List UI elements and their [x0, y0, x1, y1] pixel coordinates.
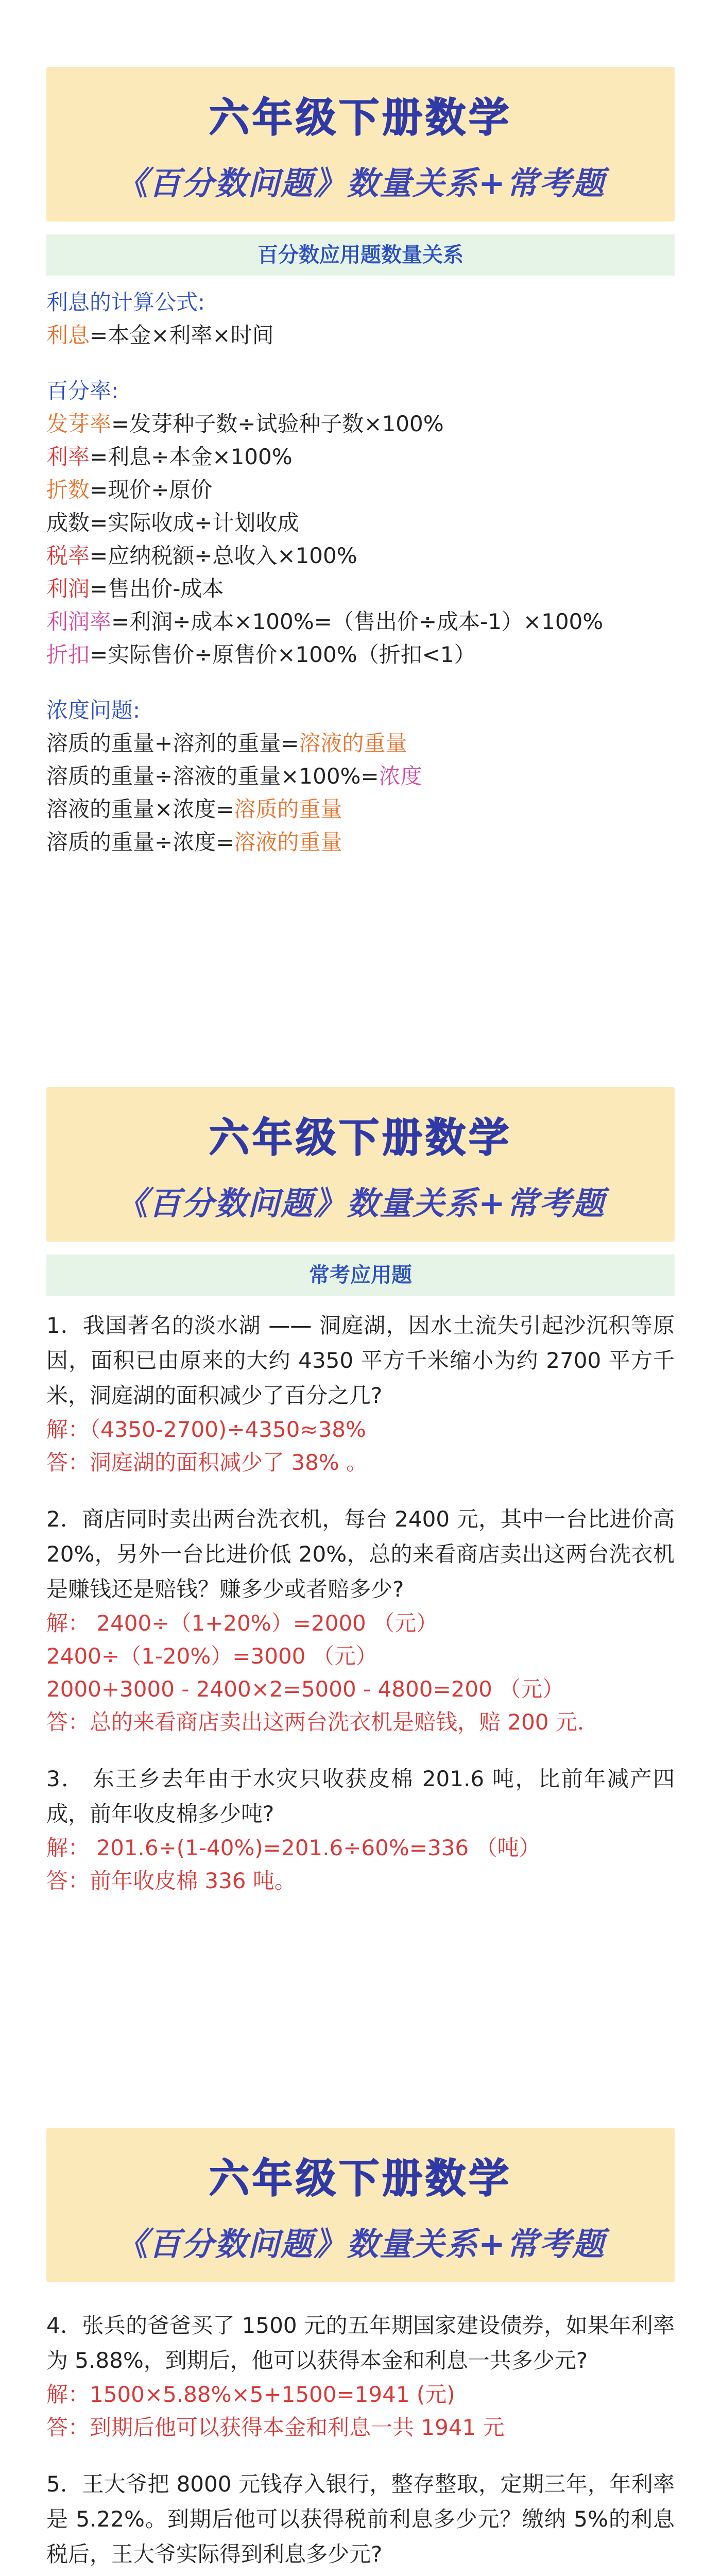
rate-line	[46, 638, 675, 671]
conc-line	[46, 793, 675, 826]
solution-line	[46, 2572, 675, 2576]
result-term: 溶液的重量	[299, 731, 407, 756]
title-banner	[46, 2128, 675, 2282]
solution-line: 解：1500×5.88%×5+1500=1941 (元)	[46, 2382, 455, 2407]
result-term: 溶液的重量	[234, 829, 342, 855]
answer-line: 答：到期后他可以获得本金和利息一共 1941 元	[46, 2415, 505, 2440]
formula: =利润÷成本×100%=（售出价÷成本-1）×100%	[111, 609, 604, 634]
banner-subtitle: 《百分数问题》数量关系+常考题	[116, 2225, 605, 2263]
banner-subtitle: 《百分数问题》数量关系+常考题	[116, 1184, 605, 1222]
concentration-heading: 浓度问题:	[46, 698, 141, 723]
conc-line	[46, 826, 675, 859]
rate-line	[46, 473, 675, 506]
problem-text: 5．王大爷把 8000 元钱存入银行，整存整取，定期三年，年利率是 5.22%。到期后他可以获得税前利息多少元？缴纳 5%的利息税后，王大爷实际得到利息多少元?	[46, 2471, 675, 2567]
result-term: 溶质的重量	[234, 796, 342, 822]
formula: =应纳税额÷总收入×100%	[90, 543, 357, 568]
formula: =本金×利率×时间	[90, 323, 274, 348]
interest-heading: 利息的计算公式:	[46, 290, 205, 315]
formula: =发芽种子数÷试验种子数×100%	[111, 411, 444, 436]
term: 成数	[46, 510, 90, 535]
term: 利润	[46, 576, 90, 601]
solution-line: 解： 201.6÷(1-40%)=201.6÷60%=336 （吨）	[46, 1835, 541, 1860]
solution-line: 解：（4350-2700)÷4350≈38%	[46, 1417, 366, 1442]
term: 折扣	[46, 642, 90, 667]
conc-line	[46, 727, 675, 760]
formula: 溶质的重量÷溶液的重量×100%=	[46, 764, 379, 789]
formula: 溶质的重量+溶剂的重量=	[46, 731, 299, 756]
answer-line: 答：洞庭湖的面积减少了 38% 。	[46, 1450, 368, 1475]
term: 利息	[46, 323, 90, 348]
result-term: 浓度	[379, 764, 422, 789]
term: 利率	[46, 444, 90, 469]
rate-line	[46, 605, 675, 638]
problem-text: 4．张兵的爸爸买了 1500 元的五年期国家建设债券，如果年利率为 5.88%，到期后，他可以获得本金和利息一共多少元?	[46, 2313, 675, 2373]
formula: 溶液的重量×浓度=	[46, 796, 234, 822]
banner-title: 六年级下册数学	[209, 1115, 512, 1161]
rate-line	[46, 440, 675, 473]
answer-line: 答：总的来看商店卖出这两台洗衣机是赔钱，赔 200 元．	[46, 1709, 599, 1735]
term: 折数	[46, 477, 90, 502]
title-banner	[46, 1087, 675, 1242]
rate-line	[46, 408, 675, 440]
banner-subtitle: 《百分数问题》数量关系+常考题	[116, 164, 605, 202]
solution-line: 2400÷（1-20%）=3000 （元）	[46, 1643, 377, 1669]
problem-text: 3． 东王乡去年由于水灾只收获皮棉 201.6 吨，比前年减产四成，前年收皮棉多少吨?	[46, 1766, 675, 1826]
section-header: 常考应用题	[46, 1255, 675, 1296]
section-header: 百分数应用题数量关系	[46, 234, 675, 276]
banner-title: 六年级下册数学	[209, 95, 512, 141]
answer-line: 答：前年收皮棉 336 吨。	[46, 1868, 296, 1893]
formula: =现价÷原价	[90, 477, 213, 502]
formula: =售出价-成本	[90, 576, 224, 601]
term: 税率	[46, 543, 90, 568]
formula: =实际收成÷计划收成	[90, 510, 299, 535]
term: 发芽率	[46, 411, 112, 436]
formula: 溶质的重量÷浓度=	[46, 829, 234, 855]
banner-title: 六年级下册数学	[209, 2156, 512, 2202]
problems-section	[46, 1255, 675, 1897]
solution-line: 2000+3000 - 2400×2=5000 - 4800=200 （元）	[46, 1676, 564, 1702]
problems-section	[46, 2308, 675, 2576]
formula: =实际售价÷原售价×100%（折扣<1）	[90, 642, 476, 667]
formula-section	[46, 234, 675, 859]
conc-line	[46, 760, 675, 793]
solution-line: 解： 2400÷（1+20%）=2000 （元）	[46, 1611, 438, 1636]
formula: =利息÷本金×100%	[90, 444, 293, 469]
problem-text: 2．商店同时卖出两台洗衣机，每台 2400 元，其中一台比进价高 20%，另外一台比进价低 20%，总的来看商店卖出这两台洗衣机是赚钱还是赔钱？赚多少或者赔多少?	[46, 1506, 675, 1602]
rate-line	[46, 572, 675, 605]
percent-heading: 百分率:	[46, 378, 119, 403]
term: 利润率	[46, 609, 112, 634]
rate-line	[46, 506, 675, 539]
problem-text: 1．我国著名的淡水湖 —— 洞庭湖，因水土流失引起沙沉积等原因，面积已由原来的大约 4350 平方千米缩小为约 2700 平方千米，洞庭湖的面积减少了百分之几?	[46, 1313, 675, 1408]
rate-line	[46, 539, 675, 572]
title-banner	[46, 67, 675, 222]
interest-formula-line	[46, 319, 675, 352]
